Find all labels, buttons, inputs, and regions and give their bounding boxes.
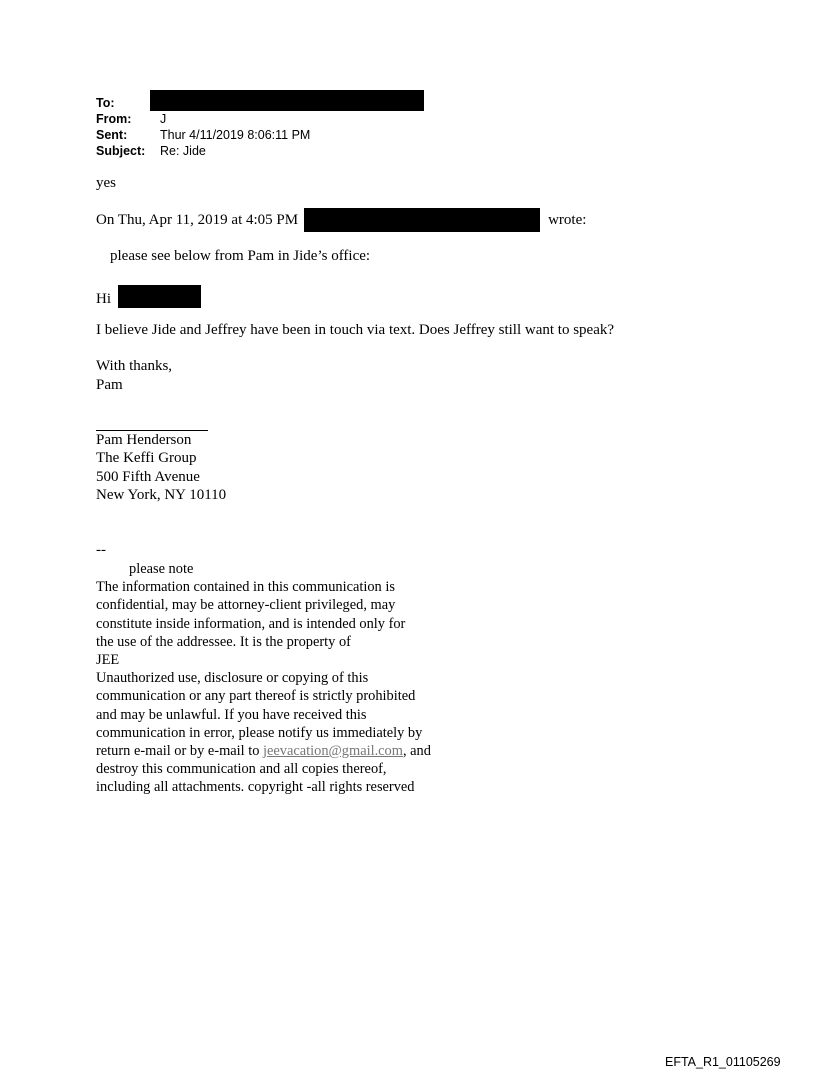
forward-note: please see below from Pam in Jide’s office:: [110, 248, 371, 264]
signature-street: 500 Fifth Avenue: [96, 469, 200, 485]
quote-intro-suffix: wrote:: [548, 212, 587, 228]
disclaimer-line: confidential, may be attorney-client privileged, may: [96, 597, 396, 614]
disclaimer-line: the use of the addressee. It is the property of: [96, 633, 351, 650]
disclaimer-line: communication in error, please notify us immediately by: [96, 724, 423, 741]
signature-company: The Keffi Group: [96, 450, 197, 466]
confidentiality-disclaimer: [96, 560, 496, 797]
redacted-greeting-name: [118, 285, 201, 308]
disclaimer-line: communication or any part thereof is strictly prohibited: [96, 688, 416, 705]
reply-text: yes: [96, 175, 116, 191]
subject-value: Re: Jide: [160, 144, 206, 158]
disclaimer-separator: --: [96, 542, 106, 558]
disclaimer-line: JEE: [96, 652, 120, 669]
to-label: To:: [96, 96, 115, 110]
header-sent-row: [96, 127, 424, 143]
closing: With thanks,: [96, 358, 173, 374]
header-from-row: [96, 111, 424, 127]
email-header: [96, 95, 424, 159]
document-id: EFTA_R1_01105269: [665, 1055, 781, 1069]
from-value: J: [160, 112, 167, 126]
disclaimer-line: destroy this communication and all copies thereof,: [96, 761, 387, 778]
sent-value: Thur 4/11/2019 8:06:11 PM: [160, 128, 311, 142]
quote-intro-prefix: On Thu, Apr 11, 2019 at 4:05 PM: [96, 212, 299, 228]
disclaimer-line: The information contained in this communication is: [96, 579, 395, 596]
redacted-sender: [304, 208, 540, 232]
from-label: From:: [96, 112, 132, 126]
disclaimer-heading: please note: [129, 561, 194, 577]
email-line-suffix: , and: [402, 743, 431, 760]
email-line-prefix: return e-mail or by e-mail to: [96, 743, 264, 760]
disclaimer-line: and may be unlawful. If you have received this: [96, 706, 367, 723]
signature-city: New York, NY 10110: [96, 487, 227, 503]
redacted-recipient: [150, 90, 424, 111]
closing-name: Pam: [96, 377, 123, 393]
disclaimer-line: including all attachments. copyright -all rights reserved: [96, 779, 415, 796]
sent-label: Sent:: [96, 128, 128, 142]
disclaimer-email-line: [96, 742, 496, 760]
greeting-line: [96, 285, 201, 308]
quote-intro-line: [96, 208, 586, 232]
subject-label: Subject:: [96, 144, 146, 158]
disclaimer-line: constitute inside information, and is intended only for: [96, 615, 406, 632]
header-subject-row: [96, 143, 424, 159]
email-link[interactable]: jeevacation@gmail.com: [263, 743, 403, 760]
message-text: I believe Jide and Jeffrey have been in touch via text. Does Jeffrey still want to speak?: [96, 322, 615, 338]
greeting: Hi: [96, 291, 111, 307]
signature-name: Pam Henderson: [96, 432, 192, 448]
header-to-row: [96, 95, 424, 111]
disclaimer-line: Unauthorized use, disclosure or copying of this: [96, 670, 369, 687]
